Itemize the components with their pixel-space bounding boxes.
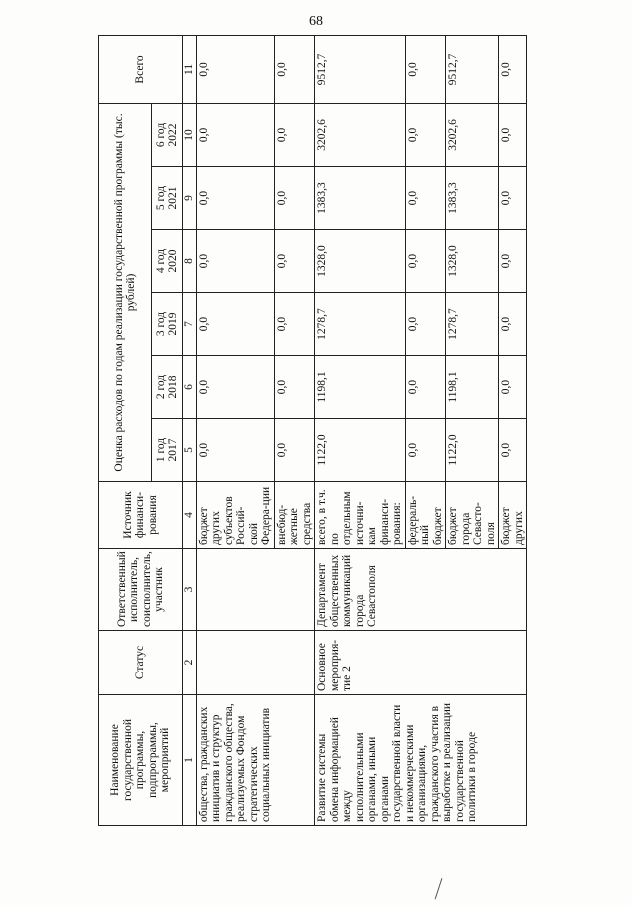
status-cell: Основное мероприя-тие 2	[315, 631, 527, 695]
source-cell: бюджет других	[499, 482, 527, 549]
value-cell: 0,0	[274, 419, 315, 482]
value-cell: 1328,0	[446, 230, 499, 293]
value-cell: 0,0	[499, 167, 527, 230]
value-cell: 3202,6	[315, 103, 406, 166]
pen-mark	[435, 878, 445, 900]
col-number: 11	[183, 35, 197, 103]
total-cell: 9512,7	[315, 35, 406, 103]
header-year-5: 5 год 2021	[152, 167, 183, 230]
value-cell: 0,0	[274, 293, 315, 356]
value-cell: 0,0	[499, 230, 527, 293]
value-cell: 1383,3	[315, 167, 406, 230]
value-cell: 1122,0	[446, 419, 499, 482]
total-cell: 0,0	[274, 35, 315, 103]
value-cell: 1383,3	[446, 167, 499, 230]
source-cell: бюджет других субъектов Россий-ской Федера-ции	[196, 482, 274, 549]
header-status: Статус	[99, 631, 183, 695]
value-cell: 0,0	[405, 167, 446, 230]
table-row	[315, 35, 406, 825]
header-responsible: Ответственный исполнитель, соисполнитель, участник	[99, 549, 183, 631]
value-cell: 1198,1	[446, 356, 499, 419]
total-cell: 0,0	[499, 35, 527, 103]
value-cell: 0,0	[499, 103, 527, 166]
source-cell: внебюд-жетные средства	[274, 482, 315, 549]
value-cell: 0,0	[405, 230, 446, 293]
col-number: 2	[183, 631, 197, 695]
col-number: 6	[183, 356, 197, 419]
col-number: 8	[183, 230, 197, 293]
header-source: Источник финанси-рования	[99, 482, 183, 549]
value-cell: 0,0	[274, 103, 315, 166]
value-cell: 1198,1	[315, 356, 406, 419]
page-number: 68	[309, 14, 323, 29]
header-year-2: 2 год 2018	[152, 356, 183, 419]
table-row	[196, 35, 274, 825]
value-cell: 0,0	[274, 230, 315, 293]
col-number: 10	[183, 103, 197, 166]
value-cell: 0,0	[405, 103, 446, 166]
header-estimate: Оценка расходов по годам реализации государственной программы (тыс. рублей)	[99, 103, 152, 481]
source-cell: федераль-ный бюджет	[405, 482, 446, 549]
value-cell: 0,0	[196, 293, 274, 356]
header-name: Наименование государственной программы, подпрограммы, мероприятий	[99, 695, 183, 826]
col-number: 9	[183, 167, 197, 230]
col-number: 4	[183, 482, 197, 549]
activity-name-cell: Развитие системы обмена информацией между исполнительными органами, иными органами государственной власти и некоммерческими организациями, гражданского участия в выработке и реализации государственной политики в городе	[315, 695, 527, 826]
total-cell: 9512,7	[446, 35, 499, 103]
header-year-4: 4 год 2020	[152, 230, 183, 293]
value-cell: 0,0	[196, 230, 274, 293]
col-number: 5	[183, 419, 197, 482]
col-number: 1	[183, 695, 197, 826]
value-cell: 0,0	[196, 103, 274, 166]
value-cell: 0,0	[499, 356, 527, 419]
value-cell: 1122,0	[315, 419, 406, 482]
header-year-6: 6 год 2022	[152, 103, 183, 166]
value-cell: 3202,6	[446, 103, 499, 166]
total-cell: 0,0	[405, 35, 446, 103]
value-cell: 0,0	[196, 167, 274, 230]
value-cell: 1278,7	[446, 293, 499, 356]
value-cell: 0,0	[196, 419, 274, 482]
value-cell: 0,0	[499, 419, 527, 482]
value-cell: 0,0	[274, 167, 315, 230]
value-cell: 0,0	[499, 293, 527, 356]
value-cell: 0,0	[274, 356, 315, 419]
value-cell: 0,0	[405, 293, 446, 356]
value-cell: 0,0	[405, 419, 446, 482]
rotated-table-container	[98, 36, 566, 826]
header-year-1: 1 год 2017	[152, 419, 183, 482]
activity-name-cell: общества, гражданских инициатив и структур гражданского общества, реализуемых Фондом стратегических социальных инициатив	[196, 695, 315, 826]
col-number: 3	[183, 549, 197, 631]
col-number: 7	[183, 293, 197, 356]
status-cell	[196, 631, 315, 695]
value-cell: 0,0	[405, 356, 446, 419]
total-cell: 0,0	[196, 35, 274, 103]
source-cell: бюджет города Севасто-поля	[446, 482, 499, 549]
responsible-cell: Департамент общественных коммуникаций города Севастополя	[315, 549, 527, 631]
value-cell: 1278,7	[315, 293, 406, 356]
expenditure-table	[98, 35, 527, 826]
value-cell: 0,0	[196, 356, 274, 419]
value-cell: 1328,0	[315, 230, 406, 293]
header-year-3: 3 год 2019	[152, 293, 183, 356]
header-total: Всего	[99, 35, 183, 103]
responsible-cell	[196, 549, 315, 631]
source-cell: всего, в т.ч. по отдельным источни-кам финанси-рования:	[315, 482, 406, 549]
